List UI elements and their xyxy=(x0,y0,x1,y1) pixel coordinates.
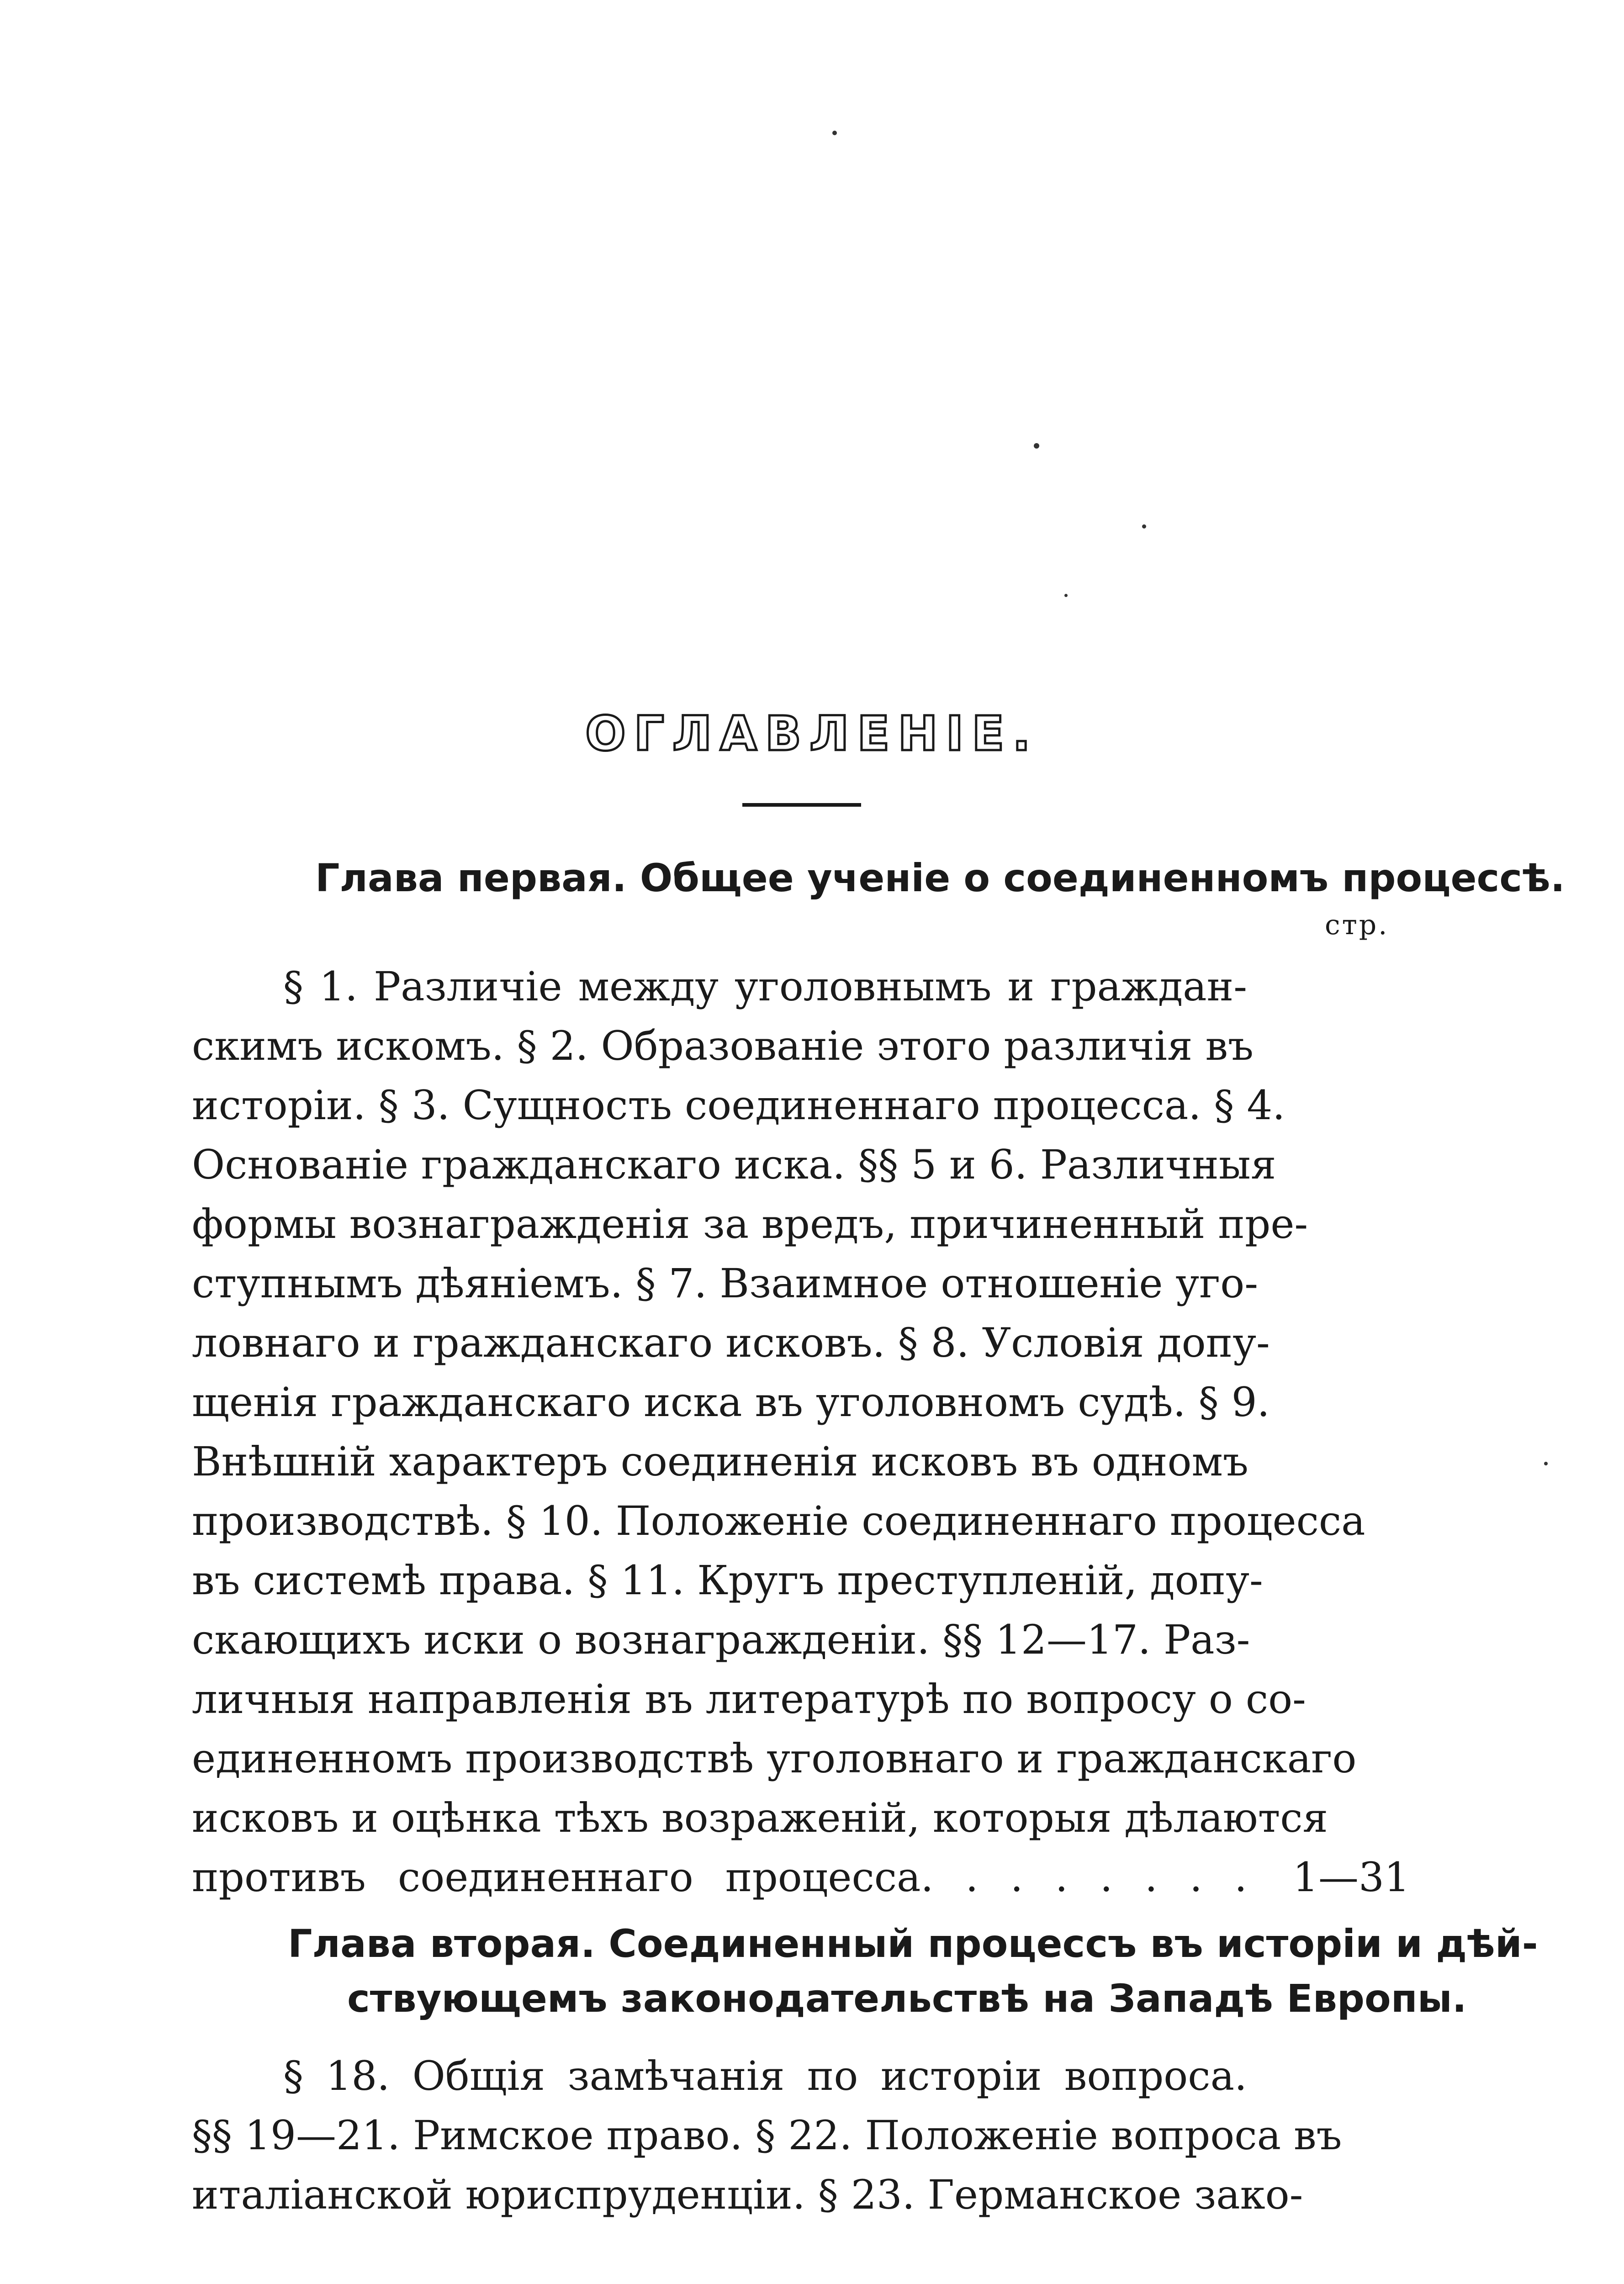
scan-speck xyxy=(1544,1462,1548,1465)
chapter-2-heading-line-1: Глава вторая. Соединенный процессъ въ исторіи и дѣй- xyxy=(288,1921,1538,1966)
chapter-1-pages: 1—31 xyxy=(1293,1854,1410,1901)
toc-line: исторіи. § 3. Сущность соединеннаго процесса. § 4. xyxy=(192,1082,1285,1129)
toc-line: § 18. Общія замѣчанія по исторіи вопроса. xyxy=(283,2052,1247,2099)
toc-line: § 1. Различіе между уголовнымъ и граждан- xyxy=(283,963,1247,1010)
toc-line: Внѣшній характеръ соединенія исковъ въ одномъ xyxy=(192,1438,1248,1485)
title-divider xyxy=(742,803,861,807)
toc-line: формы вознагражденія за вредъ, причиненный пре- xyxy=(192,1200,1308,1248)
toc-line: §§ 19—21. Римское право. § 22. Положеніе вопроса въ xyxy=(192,2112,1342,2159)
scan-speck xyxy=(1064,594,1068,597)
toc-line: ступнымъ дѣяніемъ. § 7. Взаимное отношеніе уго- xyxy=(192,1260,1258,1307)
toc-line: личныя направленія въ литературѣ по вопросу о со- xyxy=(192,1676,1306,1723)
toc-line: скающихъ иски о вознагражденіи. §§ 12—17. Раз- xyxy=(192,1616,1250,1663)
toc-line: Основаніе гражданскаго иска. §§ 5 и 6. Различныя xyxy=(192,1141,1276,1188)
toc-line: единенномъ производствѣ уголовнаго и гражданскаго xyxy=(192,1735,1357,1782)
chapter-2-heading-line-2: ствующемъ законодательствѣ на Западѣ Европы. xyxy=(347,1976,1467,2021)
toc-line: противъ соединеннаго процесса. . . . . . . . xyxy=(192,1854,1247,1901)
scan-speck xyxy=(1142,524,1146,529)
toc-line: щенія гражданскаго иска въ уголовномъ судѣ. § 9. xyxy=(192,1379,1270,1426)
scan-speck xyxy=(832,131,837,135)
page-title: ОГЛАВЛЕНІЕ. xyxy=(585,706,1039,761)
page-column-label: стр. xyxy=(1325,909,1389,941)
toc-line: ловнаго и гражданскаго исковъ. § 8. Условія допу- xyxy=(192,1319,1270,1366)
toc-line: скимъ искомъ. § 2. Образованіе этого различія въ xyxy=(192,1022,1254,1069)
toc-line: производствѣ. § 10. Положеніе соединеннаго процесса xyxy=(192,1497,1365,1544)
scan-speck xyxy=(1034,443,1039,449)
toc-line: италіанской юриспруденціи. § 23. Германское зако- xyxy=(192,2171,1303,2218)
chapter-1-heading: Глава первая. Общее ученіе о соединенномъ процессѣ. xyxy=(315,856,1565,900)
toc-line: исковъ и оцѣнка тѣхъ возраженій, которыя дѣлаются xyxy=(192,1794,1328,1841)
toc-line: въ системѣ права. § 11. Кругъ преступленій, допу- xyxy=(192,1557,1263,1604)
